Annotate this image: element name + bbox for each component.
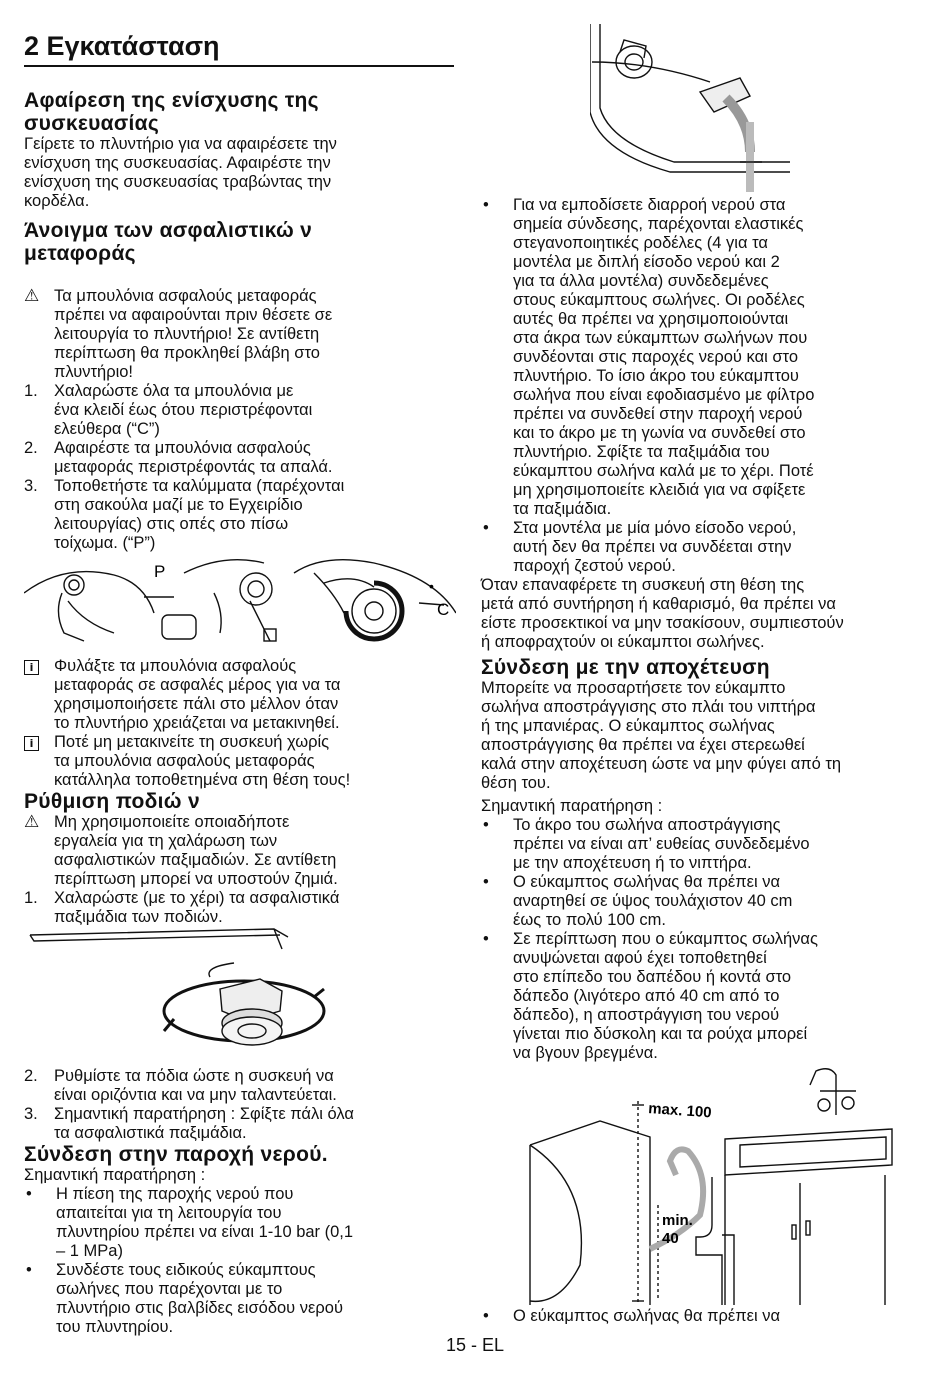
text-line: εργαλεία για τη χαλάρωση των: [54, 832, 278, 850]
text-line: πρέπει να είναι απ’ ευθείας συνδεδεμένο: [513, 835, 810, 853]
text-line: σωλήνα αποστράγγισης στο πλάι του νιπτήρα: [481, 698, 816, 716]
foot-adjustment-illustration: [24, 927, 456, 1059]
text-line: Χαλαρώστε (με το χέρι) τα ασφαλιστικά: [54, 889, 340, 907]
text-line: στο επίπεδο του δαπέδου ή κοντά στο: [513, 968, 792, 986]
note-label: Σημαντική παρατήρηση :: [24, 1166, 206, 1184]
left-column: [24, 30, 456, 1337]
right-column: [481, 196, 913, 1063]
text-line: Η πίεση της παροχής νερού που: [56, 1185, 294, 1203]
text-line: Τα μπουλόνια ασφαλούς μεταφοράς: [54, 287, 317, 305]
text-line: Συνδέστε τους ειδικούς εύκαμπτους: [56, 1261, 316, 1279]
text-line: συνδέονται στις παροχές νερού και στο: [513, 348, 799, 366]
paragraph-drain: [481, 679, 913, 793]
text-line: ή αποφραχτούν οι εύκαμπτοι σωλήνες.: [481, 633, 765, 651]
text-line: πλυντήριο στις βαλβίδες εισόδου νερού: [56, 1299, 343, 1317]
text-line: τοίχωμα. (“P”): [54, 534, 156, 552]
text-line: περίπτωση μπορεί να υποστούν ζημιά.: [54, 870, 338, 888]
text-line: κατάλληλα τοποθετημένα στη θέση τους!: [54, 771, 351, 789]
note-label: Σημαντική παρατήρηση :: [481, 797, 663, 815]
text-line: Για να εμποδίσετε διαρροή νερού στα: [513, 196, 786, 214]
warning-triangle-icon: ⚠: [24, 286, 40, 306]
section-title-drain: Σύνδεση με την αποχέτευση: [481, 656, 770, 679]
figure-label-p: P: [154, 562, 166, 581]
step-item: [24, 889, 456, 927]
text-line: Στα μοντέλα με μία μόνο είσοδο νερού,: [513, 519, 797, 537]
text-line: πλυντήριο. Το ίσιο άκρο του εύκαμπτου: [513, 367, 799, 385]
text-line: Μπορείτε να προσαρτήσετε τον εύκαμπτο: [481, 679, 786, 697]
text-line: του πλυντηρίου.: [56, 1318, 174, 1336]
text-line: ένα κλειδί έως ότου περιστρέφονται: [54, 401, 313, 419]
text-line: πλυντήριο!: [54, 363, 134, 381]
info-note: [24, 733, 456, 790]
min-height-label: min.: [662, 1212, 693, 1229]
text-line: εύκαμπτου σωλήνα καλά με το χέρι. Ποτέ: [513, 462, 814, 480]
title-line: Αφαίρεση της ενίσχυσης της: [24, 89, 319, 112]
text-line: πλυντηρίου πρέπει να είναι 1-10 bar (0,1: [56, 1223, 354, 1241]
paragraph-packaging: [24, 135, 456, 211]
text-line: σημεία σύνδεσης, παρέχονται ελαστικές: [513, 215, 804, 233]
section-title-packaging: [24, 89, 456, 135]
figure-label-c: C: [437, 600, 450, 619]
text-line: λειτουργία το πλυντήριο! Σε αντίθετη: [54, 325, 320, 343]
text-line: σωλήνα που είναι εφοδιασμένο με φίλτρο: [513, 386, 815, 404]
text-line: στα άκρα των εύκαμπτων σωλήνων που: [513, 329, 808, 347]
text-line: είναι οριζόντια και να μην ταλαντεύεται.: [54, 1086, 337, 1104]
text-line: Φυλάξτε τα μπουλόνια ασφαλούς: [54, 657, 297, 675]
text-line: γίνεται πιο δύσκολη και τα ρούχα μπορεί: [513, 1025, 808, 1043]
text-line: περίπτωση θα προκληθεί βλάβη στο: [54, 344, 320, 362]
title-line: συσκευασίας: [24, 112, 160, 135]
text-line: καλά στην αποχέτευση ώστε να μην φύγει από τη: [481, 755, 842, 773]
text-line: Σημαντική παρατήρηση : Σφίξτε πάλι όλα: [54, 1105, 354, 1123]
text-line: πρέπει να αφαιρούνται πριν θέσετε σε: [54, 306, 333, 324]
text-line: κορδέλα.: [24, 192, 90, 210]
min-height-value: 40: [662, 1230, 679, 1247]
info-box-icon: i: [24, 736, 39, 751]
warning-note: [24, 287, 456, 382]
text-line: δάπεδο (λιγότερο από 40 cm από το: [513, 987, 780, 1005]
title-line: Άνοιγμα των ασφαλιστικώ ν: [24, 219, 313, 242]
hose-connection-illustration: [590, 22, 790, 192]
bullet-mark: •: [483, 873, 489, 891]
text-line: μεταφοράς σε ασφαλές μέρος για να τα: [54, 676, 341, 694]
bullet-mark: •: [483, 930, 489, 948]
text-line: αναρτηθεί σε ύψος τουλάχιστον 40 cm: [513, 892, 793, 910]
text-line: ενίσχυση της συσκευασίας τραβώντας την: [24, 173, 332, 191]
text-line: δάπεδο), η αποστράγγιση του νερού: [513, 1006, 780, 1024]
text-line: θέση του.: [481, 774, 551, 792]
step-item: [24, 439, 456, 477]
section-title-feet: Ρύθμιση ποδιώ ν: [24, 790, 200, 813]
bullet-item: [481, 873, 913, 930]
text-line: στους εύκαμπτους σωλήνες. Οι ροδέλες: [513, 291, 805, 309]
bullet-item: [481, 930, 913, 1063]
bullet-item: [481, 519, 913, 576]
text-line: ασφαλιστικών παξιμαδιών. Σε αντίθετη: [54, 851, 337, 869]
step-number: 2.: [24, 1067, 38, 1085]
text-line: τα ασφαλιστικά παξιμάδια.: [54, 1124, 247, 1142]
step-number: 3.: [24, 1105, 38, 1123]
bullet-item: [24, 1185, 456, 1261]
text-line: Ρυθμίστε τα πόδια ώστε η συσκευή να: [54, 1067, 334, 1085]
text-line: να βγουν βρεγμένα.: [513, 1044, 658, 1062]
text-line: Χαλαρώστε όλα τα μπουλόνια με: [54, 382, 294, 400]
text-line: ή της μπανιέρας. Ο εύκαμπτος σωλήνας: [481, 717, 775, 735]
bullet-item: [481, 1307, 913, 1326]
text-line: με την αποχέτευση ή το νιπτήρα.: [513, 854, 752, 872]
text-line: Ο εύκαμπτος σωλήνας θα πρέπει να: [513, 873, 780, 891]
bullet-item: [24, 1261, 456, 1337]
text-line: αποστράγγισης θα πρέπει να έχει στερεωθεί: [481, 736, 805, 754]
text-line: και το άκρο με τη γωνία να συνδεθεί στο: [513, 424, 806, 442]
warning-triangle-icon: ⚠: [24, 812, 40, 832]
text-line: Το άκρο του σωλήνα αποστράγγισης: [513, 816, 781, 834]
text-line: χρησιμοποιήσετε πάλι στο μέλλον όταν: [54, 695, 339, 713]
text-line: – 1 MPa): [56, 1242, 123, 1260]
text-line: Αφαιρέστε τα μπουλόνια ασφαλούς: [54, 439, 311, 457]
text-line: Γείρετε το πλυντήριο για να αφαιρέσετε την: [24, 135, 337, 153]
max-height-label: max. 100: [647, 1100, 713, 1122]
page-number: 15 - EL: [445, 1335, 505, 1355]
info-note: [24, 657, 456, 733]
text-line: στεγανοποιητικές ροδέλες (4 για τα: [513, 234, 768, 252]
transport-bolts-illustration: [24, 553, 456, 649]
step-item: [24, 1067, 456, 1105]
bullet-item: [481, 196, 913, 519]
text-line: σωλήνες που παρέχονται με το: [56, 1280, 283, 1298]
step-number: 1.: [24, 889, 38, 907]
text-line: μη χρησιμοποιείτε κλειδιά για να σφίξετε: [513, 481, 806, 499]
bullet-mark: •: [483, 1307, 489, 1325]
text-line: αυτή δεν θα πρέπει να συνδέεται στην: [513, 538, 792, 556]
text-line: τα μπουλόνια ασφαλούς μεταφοράς: [54, 752, 315, 770]
text-line: μοντέλα με διπλή είσοδο νερού και 2: [513, 253, 780, 271]
warning-note: [24, 813, 456, 889]
text-line: Σε περίπτωση που ο εύκαμπτος σωλήνας: [513, 930, 818, 948]
text-line: μετά από συντήρηση ή καθαρισμό, θα πρέπει να: [481, 595, 836, 613]
text-line: ελεύθερα (“C”): [54, 420, 160, 438]
bullet-mark: •: [483, 816, 489, 834]
text-line: ανυψώνεται αφού έχει τοποθετηθεί: [513, 949, 767, 967]
text-line: Μη χρησιμοποιείτε οποιαδήποτε: [54, 813, 290, 831]
step-number: 1.: [24, 382, 38, 400]
paragraph-maintenance: [481, 576, 913, 652]
title-line: μεταφοράς: [24, 242, 136, 265]
text-line: τα παξιμάδια.: [513, 500, 612, 518]
text-line: ενίσχυση της συσκευασίας. Αφαιρέστε την: [24, 154, 331, 172]
figure-label-dot: •: [429, 578, 434, 594]
text-line: στη σακούλα μαζί με το Εγχειρίδιο: [54, 496, 303, 514]
text-line: πρέπει να συνδεθεί στην παροχή νερού: [513, 405, 803, 423]
bullet-mark: •: [483, 519, 489, 537]
text-line: Τοποθετήστε τα καλύμματα (παρέχονται: [54, 477, 345, 495]
text-line: απαιτείται για τη λειτουργία του: [56, 1204, 282, 1222]
text-line: Ποτέ μη μετακινείτε τη συσκευή χωρίς: [54, 733, 330, 751]
text-line: είστε προσεκτικοί να μην τσακίσουν, συμπιεστούν: [481, 614, 844, 632]
text-line: πλυντήριο. Σφίξτε τα παξιμάδια του: [513, 443, 770, 461]
text-line: αυτές θα πρέπει να χρησιμοποιούνται: [513, 310, 789, 328]
right-column-bottom: [481, 1307, 913, 1326]
step-number: 3.: [24, 477, 38, 495]
step-item: [24, 382, 456, 439]
text-line: λειτουργίας) στις οπές στο πίσω: [54, 515, 289, 533]
step-item: [24, 477, 456, 553]
text-line: μεταφοράς περιστρέφοντάς τα απαλά.: [54, 458, 333, 476]
text-line: παξιμάδια των ποδιών.: [54, 908, 223, 926]
text-line: για τα άλλα μοντέλα) συνδεδεμένες: [513, 272, 769, 290]
chapter-title: 2 Εγκατάσταση: [24, 30, 454, 67]
step-item: [24, 1105, 456, 1143]
text-line: έως το πολύ 100 cm.: [513, 911, 666, 929]
bullet-mark: •: [483, 196, 489, 214]
text-line: Όταν επαναφέρετε τη συσκευή στη θέση της: [481, 576, 805, 594]
text-line: παροχή ζεστού νερού.: [513, 557, 676, 575]
bullet-mark: •: [26, 1261, 32, 1279]
drain-height-illustration: [500, 1065, 900, 1305]
section-title-water-supply: Σύνδεση στην παροχή νερού.: [24, 1143, 328, 1166]
section-title-transport-bolts: [24, 219, 456, 265]
text-line: Ο εύκαμπτος σωλήνας θα πρέπει να: [513, 1307, 780, 1325]
step-number: 2.: [24, 439, 38, 457]
info-box-icon: i: [24, 660, 39, 675]
text-line: το πλυντήριο χρειάζεται να μετακινηθεί.: [54, 714, 340, 732]
bullet-item: [481, 816, 913, 873]
bullet-mark: •: [26, 1185, 32, 1203]
